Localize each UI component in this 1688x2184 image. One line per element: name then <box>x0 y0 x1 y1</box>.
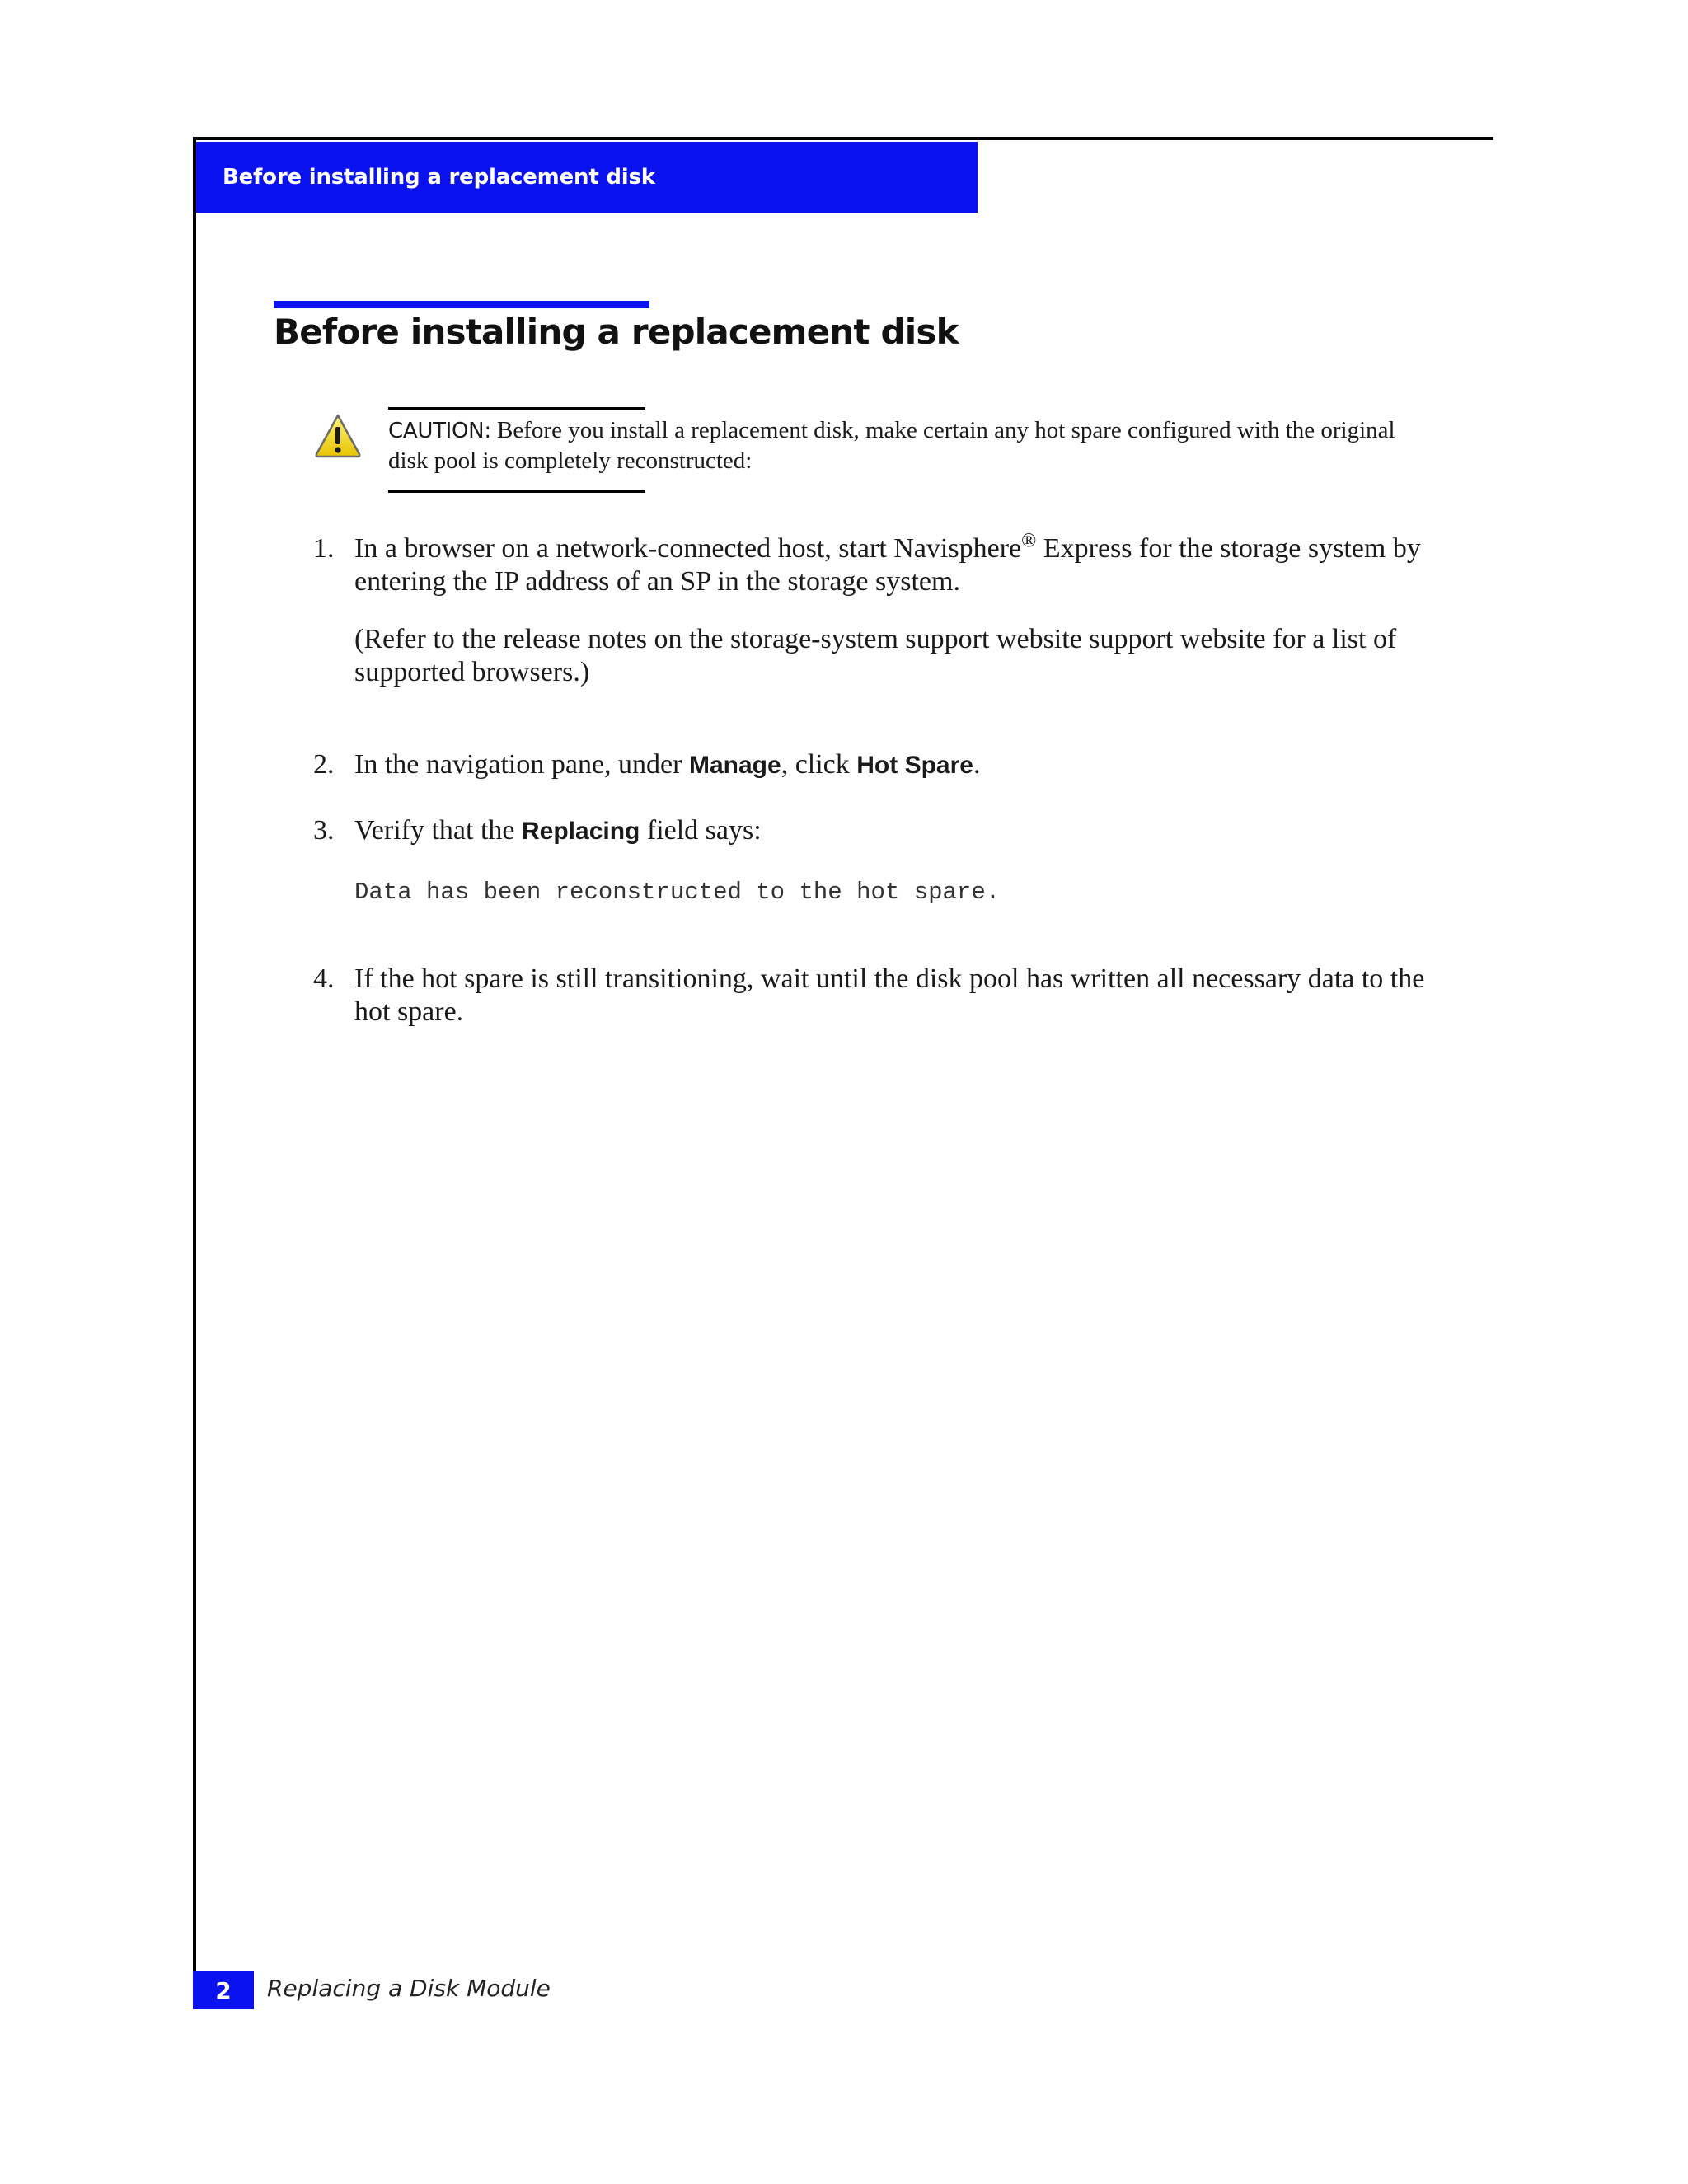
caution-bottom-rule <box>388 490 645 493</box>
caution-label: CAUTION: <box>388 419 491 443</box>
list-item-step-4 <box>313 963 1434 1029</box>
step-number: 3. <box>313 815 335 846</box>
list-item-step-3 <box>313 814 1434 848</box>
step-text-part: Verify that the <box>354 815 522 846</box>
step-text-part: , click <box>781 749 857 780</box>
warning-triangle-icon <box>313 411 363 461</box>
step-number: 1. <box>313 533 335 564</box>
caution-top-rule <box>388 407 645 410</box>
ui-term-hot-spare: Hot Spare <box>856 752 973 779</box>
section-title: Before installing a replacement disk <box>274 312 959 352</box>
list-item-step-2 <box>313 748 1434 782</box>
step-text-part: In the navigation pane, under <box>354 749 689 780</box>
header-title: Before installing a replacement disk <box>223 165 655 190</box>
step-text-part: . <box>973 749 981 780</box>
registered-mark: ® <box>1021 530 1037 552</box>
left-rule <box>193 137 196 2009</box>
step-number: 2. <box>313 749 335 780</box>
top-rule <box>193 137 1493 140</box>
step-text: If the hot spare is still transitioning, wait until the disk pool has written all necessary data to the hot spare. <box>354 963 1425 1027</box>
section-title-bar <box>274 301 649 308</box>
step-text <box>354 748 1434 782</box>
page-number: 2 <box>193 1971 254 2009</box>
step-text <box>354 814 1434 848</box>
step-text-part: field says: <box>640 815 762 846</box>
list-item-step-1 <box>313 532 1434 689</box>
step-text-part: In a browser on a network-connected host, start Navisphere <box>354 533 1022 564</box>
footer-doc-title: Replacing a Disk Module <box>267 1975 551 2002</box>
caution-body: Before you install a replacement disk, make certain any hot spare configured with the original disk pool is completely reconstructed: <box>388 417 1395 474</box>
ui-term-manage: Manage <box>688 752 781 779</box>
step-number: 4. <box>313 963 335 994</box>
step-text <box>354 532 1434 598</box>
step-text-part: Express for the storage system by entering the IP address of an SP in the storage system. <box>354 533 1421 597</box>
step-note: (Refer to the release notes on the storage-system support website support website for a list of supported browsers.) <box>354 624 1397 687</box>
header-band <box>196 142 978 213</box>
code-sample: Data has been reconstructed to the hot spare. <box>354 879 1001 906</box>
ui-term-replacing: Replacing <box>522 818 640 845</box>
caution-text <box>388 415 1435 476</box>
